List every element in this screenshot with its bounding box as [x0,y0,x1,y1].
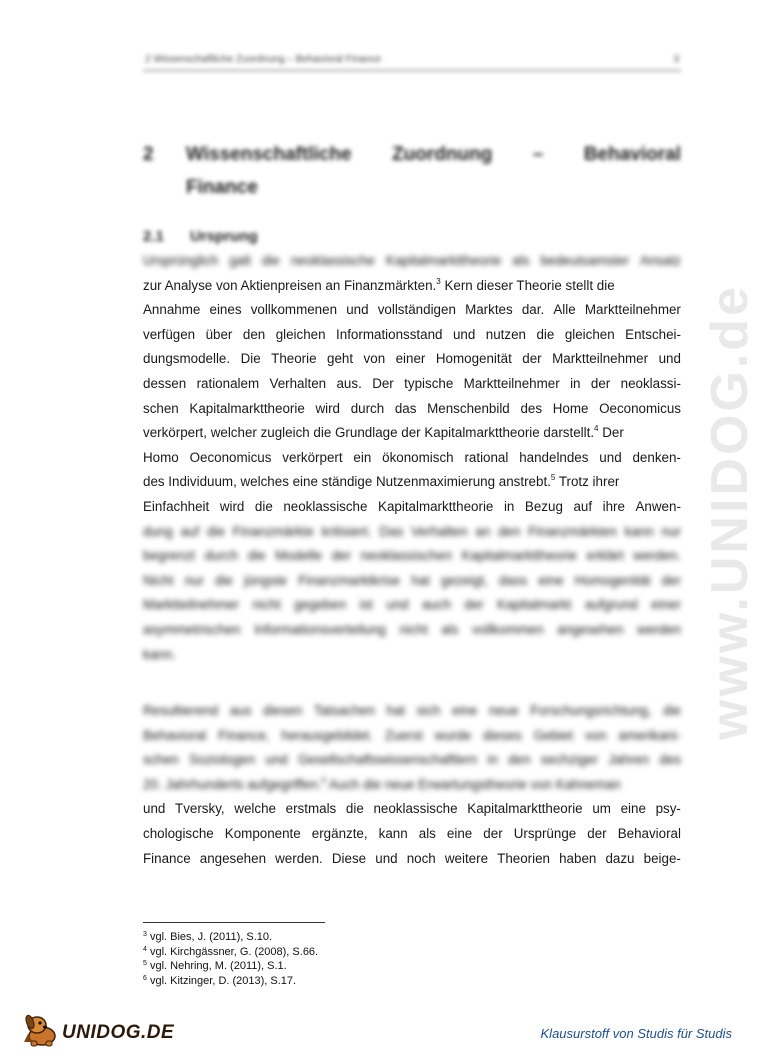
section-title: Ursprung [190,228,258,245]
text-line-blurred: Behavioral Finance, herausgebildet. Zuerst wurde dieses Gebiet von amerikani- [143,727,681,743]
text-line: Homo Oeconomicus verkörpert ein ökonomisch rational handelndes und denken- [143,449,681,465]
text-line-blurred: Marktteilnehmer nicht gegeben ist und auch der Kapitalmarkt aufgrund einer [143,597,681,613]
footnote: $^6$ vgl. Kitzinger, D. (2013), S.17. [143,974,297,987]
text-line: chologische Komponente ergänzte, kann als eine der Ursprünge der Behavioral [143,825,681,841]
header-title: 2 Wissenschaftliche Zuordnung – Behavioral Finance [145,54,382,65]
footnote-ref: 3 [436,276,441,286]
dog-mascot-icon [22,1012,62,1048]
chapter-heading [143,138,681,204]
footnote: $^5$ vgl. Nehring, M. (2011), S.1. [143,960,287,972]
chapter-title-word: Behavioral [583,144,681,165]
text-line-blurred: asymmetrischen Informationsverteilung nicht als vollkommen angesehen werden [143,621,681,637]
footnote: $^4$ vgl. Kirchgässner, G. (2008), S.66. [143,945,319,958]
text-line: des Individuum, welches eine ständige Nutzenmaximierung anstrebt.$^5$ Trotz ihrer [143,473,620,490]
text-line: Finance angesehen werden. Diese und noch weitere Theorien haben dazu beige- [143,850,681,866]
chapter-title-word: Wissenschaftliche [186,144,352,165]
unidog-logo[interactable] [22,1010,175,1050]
text-line: dessen rationalem Verhalten aus. Der typische Marktteilnehmer in der neoklassi- [143,375,681,391]
footnote-ref: 4 [594,424,599,434]
text-line: verfügen über den gleichen Informationsstand und nutzen die gleichen Entschei- [143,326,681,342]
footnote: $^3$ vgl. Bies, J. (2011), S.10. [143,931,273,943]
paragraph-2 [143,699,681,871]
header-page-number: 3 [673,54,679,65]
text-line: schen Kapitalmarkttheorie wird durch das Menschenbild des Home Oeconomicus [143,400,681,416]
text-line-blurred: Resultierend aus diesen Tatsachen hat sich eine neue Forschungsrichtung, die [143,703,681,718]
footnote-ref: 6 [321,775,326,785]
text-line-blurred: dung auf die Finanzmärkte kritisiert. Das Verhalten an den Finanzmärkten kann nur [143,523,681,539]
text-line: verkörpert, welcher zugleich die Grundlage der Kapitalmarkttheorie darstellt.$^4$ Der [143,424,624,441]
footnote-ref: 5 [550,473,556,483]
footnote-separator [143,922,325,923]
text-line-blurred: 20. Jahrhunderts aufgegriffen.$^6$ Auch die neue Erwartungstheorie von Kahneman [143,775,621,792]
text-line-blurred: kann. [143,646,176,662]
text-line-blurred: schen Soziologen und Gesellschaftswissenschaftlern in den sechziger Jahren des [143,752,681,768]
chapter-number: 2 [143,144,154,165]
text-line-blurred: Nicht nur die jüngste Finanzmarktkrise hat gezeigt, dass eine Homogenität der [143,572,681,588]
paragraph-1 [143,249,681,667]
footer-claim: Klausurstoff von Studis für Studis [540,1026,732,1041]
chapter-title-line2: Finance [186,177,258,198]
text-line-blurred: begrenzt durch die Modelle der neoklassischen Kapitalmarkttheorie erklärt werden. [143,548,681,564]
watermark: www.UNIDOG.de [701,284,759,740]
running-header [143,52,681,71]
chapter-title-word: Zuordnung [392,144,493,165]
text-line: und Tversky, welche erstmals die neoklassische Kapitalmarkttheorie um eine psy- [143,801,681,817]
text-line-blurred: Ursprünglich galt die neoklassische Kapitalmarkttheorie als bedeutsamster Ansatz [143,253,681,268]
text-line: Annahme eines vollkommenen und vollständigen Marktes dar. Alle Marktteilnehmer [143,302,681,318]
section-number: 2.1 [143,228,164,245]
logo-text: UNIDOG.DE [62,1022,175,1043]
text-line: dungsmodelle. Die Theorie geht von einer Homogenität der Marktteilnehmer und [143,351,681,367]
footnotes [143,930,318,988]
text-line: zur Analyse von Aktienpreisen an Finanzmärkten.$^3$ Kern dieser Theorie stellt die [143,276,615,293]
text-line: Einfachheit wird die neoklassische Kapitalmarkttheorie in Bezug auf ihre Anwen- [143,498,681,514]
section-heading [143,228,258,245]
chapter-title-word: – [532,144,544,165]
